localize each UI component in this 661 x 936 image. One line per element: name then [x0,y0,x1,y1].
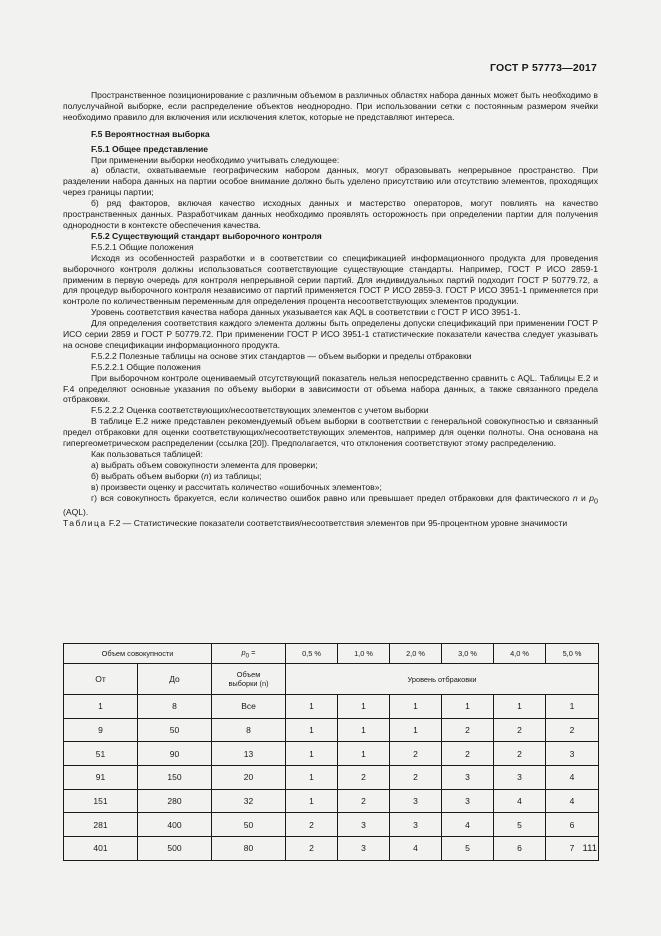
header-level: 4,0 % [494,644,546,664]
table-cell: 1 [286,789,338,813]
table-cell: 2 [546,718,599,742]
table-cell: 4 [442,813,494,837]
statistics-table [63,643,599,861]
table-cell: 1 [494,695,546,719]
table-cell: 2 [390,742,442,766]
table-cell: 80 [212,837,286,861]
table-cell: 4 [546,766,599,790]
header-to: До [138,664,212,695]
table-row [64,789,599,813]
table-cell: 2 [338,789,390,813]
table-cell: 1 [286,695,338,719]
table-cell: 2 [338,766,390,790]
table-row [64,837,599,861]
table-cell: 401 [64,837,138,861]
paragraph: Пространственное позиционирование с различным объемом в различных областях набора данных может быть необходимо в полуслучайной выборке, если распределение объектов неоднородно. При использовании сетки с постоянным размером ячейки необходимо правило для включения или исключения клеток, которые не представляют интереса. [63,90,598,122]
subsection-title-f521: F.5.2.1 Общие положения [91,241,194,252]
page-body [63,90,598,529]
table-cell: 7 [546,837,599,861]
table-row [64,695,599,719]
list-item: б) ряд факторов, включая качество исходных данных и мастерство операторов, могут повлиять на качество пространственных данных. Разработчикам данных необходимо проявлять осторожность при определении партии для получения однородности в контексте обеспечения качества. [63,198,598,230]
table-cell: 91 [64,766,138,790]
paragraph: Исходя из особенностей разработки и в соответствии со спецификацией информационного продукта для проведения выборочного контроля должны использоваться соответствующие существующие стандарты. Например, ГОСТ Р ИСО 2859-1 применим в первую очередь для контроля непрерывной серии партий. Для индивидуальных партий подходит ГОСТ Р 50779.72, а для процедур выборочного контроля независимо от партий применяется ГОСТ Р ИСО 2859-3. ГОСТ Р ИСО 3951-1 применяется при контроле по количественным переменным для определения процента несоответствующих элементов продукции. [63,252,598,307]
header-p0: $p_0$ = [212,644,286,664]
paragraph: При выборочном контроле оцениваемый отсутствующий показатель нельзя непосредственно сравнить с AQL. Таблицы Е.2 и F.4 определяют основные указания по объему выборки в зависимости от объема набора данных, а также связанного предела отбраковки. [63,372,598,405]
table-cell: 281 [64,813,138,837]
table-cell: 6 [494,837,546,861]
subsection-title-f522: F.5.2.2 Полезные таблицы на основе этих стандартов — объем выборки и пределы отбраковки [91,350,472,361]
table-cell: 1 [390,718,442,742]
table-cell: 3 [546,742,599,766]
table-cell: 2 [494,718,546,742]
table-cell: 151 [64,789,138,813]
list-item: а) области, охватываемые географическим набором данных, могут образовывать непрерывное пространство. При разделении набора данных на партии особое внимание должно быть уделено присутствию или отсутствию элементов, проходящих через границы партии; [63,165,598,198]
table-cell: 3 [390,789,442,813]
table-cell: Все [212,695,286,719]
table-cell: 2 [286,837,338,861]
subsection-title-f5221: F.5.2.2.1 Общие положения [91,361,201,372]
paragraph: Уровень соответствия качества набора данных указывается как AQL в соответствии с ГОСТ Р ИСО 3951-1. [91,307,521,318]
table-cell: 4 [494,789,546,813]
header-level: 1,0 % [338,644,390,664]
table-cell: 50 [138,718,212,742]
table-caption: Таблица F.2 — Статистические показатели соответствия/несоответствия элементов при 95-процентном уровне значимости [63,518,568,529]
table-cell: 3 [338,837,390,861]
table-cell: 8 [212,718,286,742]
table-cell: 6 [546,813,599,837]
header-reject-level: Уровень отбраковки [286,664,599,695]
table-cell: 1 [338,695,390,719]
table-cell: 2 [494,742,546,766]
paragraph: В таблице Е.2 ниже представлен рекомендуемый объем выборки в соответствии с генеральной совокупностью и связанный предел отбраковки для оценки соответствующих/несоответствующих элементов, например для оценки полноты. Она основана на гипергеометрическом распределении (ссылка [20]). Предполагается, что отклонения соответствуют этому распределению. [63,416,598,449]
table-row [64,742,599,766]
table-cell: 1 [64,695,138,719]
section-title-f51: F.5.1 Общее представление [91,143,209,154]
table-cell: 1 [338,718,390,742]
table-cell: 280 [138,789,212,813]
table-row [64,766,599,790]
header-level: 0,5 % [286,644,338,664]
table-cell: 13 [212,742,286,766]
table-cell: 3 [338,813,390,837]
table-cell: 3 [390,813,442,837]
header-from: От [64,664,138,695]
list-item: г) вся совокупность бракуется, если количество ошибок равно или превышает предел отбраковки для фактического n и $p_0$ (AQL). [63,492,598,518]
table-cell: 9 [64,718,138,742]
section-title-f52: F.5.2 Существующий стандарт выборочного контроля [91,230,322,241]
table-cell: 5 [494,813,546,837]
table-cell: 2 [390,766,442,790]
table-cell: 2 [442,742,494,766]
standard-code: ГОСТ Р 57773—2017 [489,62,597,74]
table-cell: 3 [442,766,494,790]
table-cell: 50 [212,813,286,837]
list-item: в) произвести оценку и рассчитать количество «ошибочных элементов»; [91,481,382,492]
table-cell: 8 [138,695,212,719]
table-cell: 1 [338,742,390,766]
list-item: а) выбрать объем совокупности элемента для проверки; [91,459,318,470]
table-cell: 500 [138,837,212,861]
paragraph: При применении выборки необходимо учитывать следующее: [91,154,340,165]
table-cell: 90 [138,742,212,766]
table-cell: 1 [286,742,338,766]
table-row [64,813,599,837]
table-cell: 1 [546,695,599,719]
table-cell: 1 [442,695,494,719]
section-title-f5: F.5 Вероятностная выборка [91,128,210,139]
table-cell: 20 [212,766,286,790]
list-item: б) выбрать объем выборки (n) из таблицы; [91,470,262,481]
table-cell: 150 [138,766,212,790]
table-cell: 1 [286,766,338,790]
header-level: 3,0 % [442,644,494,664]
page-number: 111 [582,843,597,854]
subsection-title-f5222: F.5.2.2.2 Оценка соответствующих/несоответствующих элементов с учетом выборки [91,405,429,416]
header-level: 2,0 % [390,644,442,664]
table-cell: 3 [494,766,546,790]
table-cell: 400 [138,813,212,837]
table-cell: 4 [390,837,442,861]
table-cell: 1 [286,718,338,742]
table-cell: 2 [286,813,338,837]
table-cell: 32 [212,789,286,813]
table-cell: 3 [442,789,494,813]
header-sample-size: Объем выборки (n) [212,664,286,695]
table-cell: 5 [442,837,494,861]
table-cell: 1 [390,695,442,719]
table-cell: 51 [64,742,138,766]
paragraph: Для определения соответствия каждого элемента должны быть определены допуски спецификаций при применении ГОСТ Р ИСО серии 2859 и ГОСТ Р 50779.72. При применении ГОСТ Р ИСО 3951-1 статистические показатели качества следует указывать на основе спецификации информационного продукта. [63,318,598,350]
header-level: 5,0 % [546,644,599,664]
table-cell: 2 [442,718,494,742]
table-cell: 4 [546,789,599,813]
header-population: Объем совокупности [64,644,212,664]
paragraph: Как пользоваться таблицей: [91,449,203,459]
table-row [64,718,599,742]
